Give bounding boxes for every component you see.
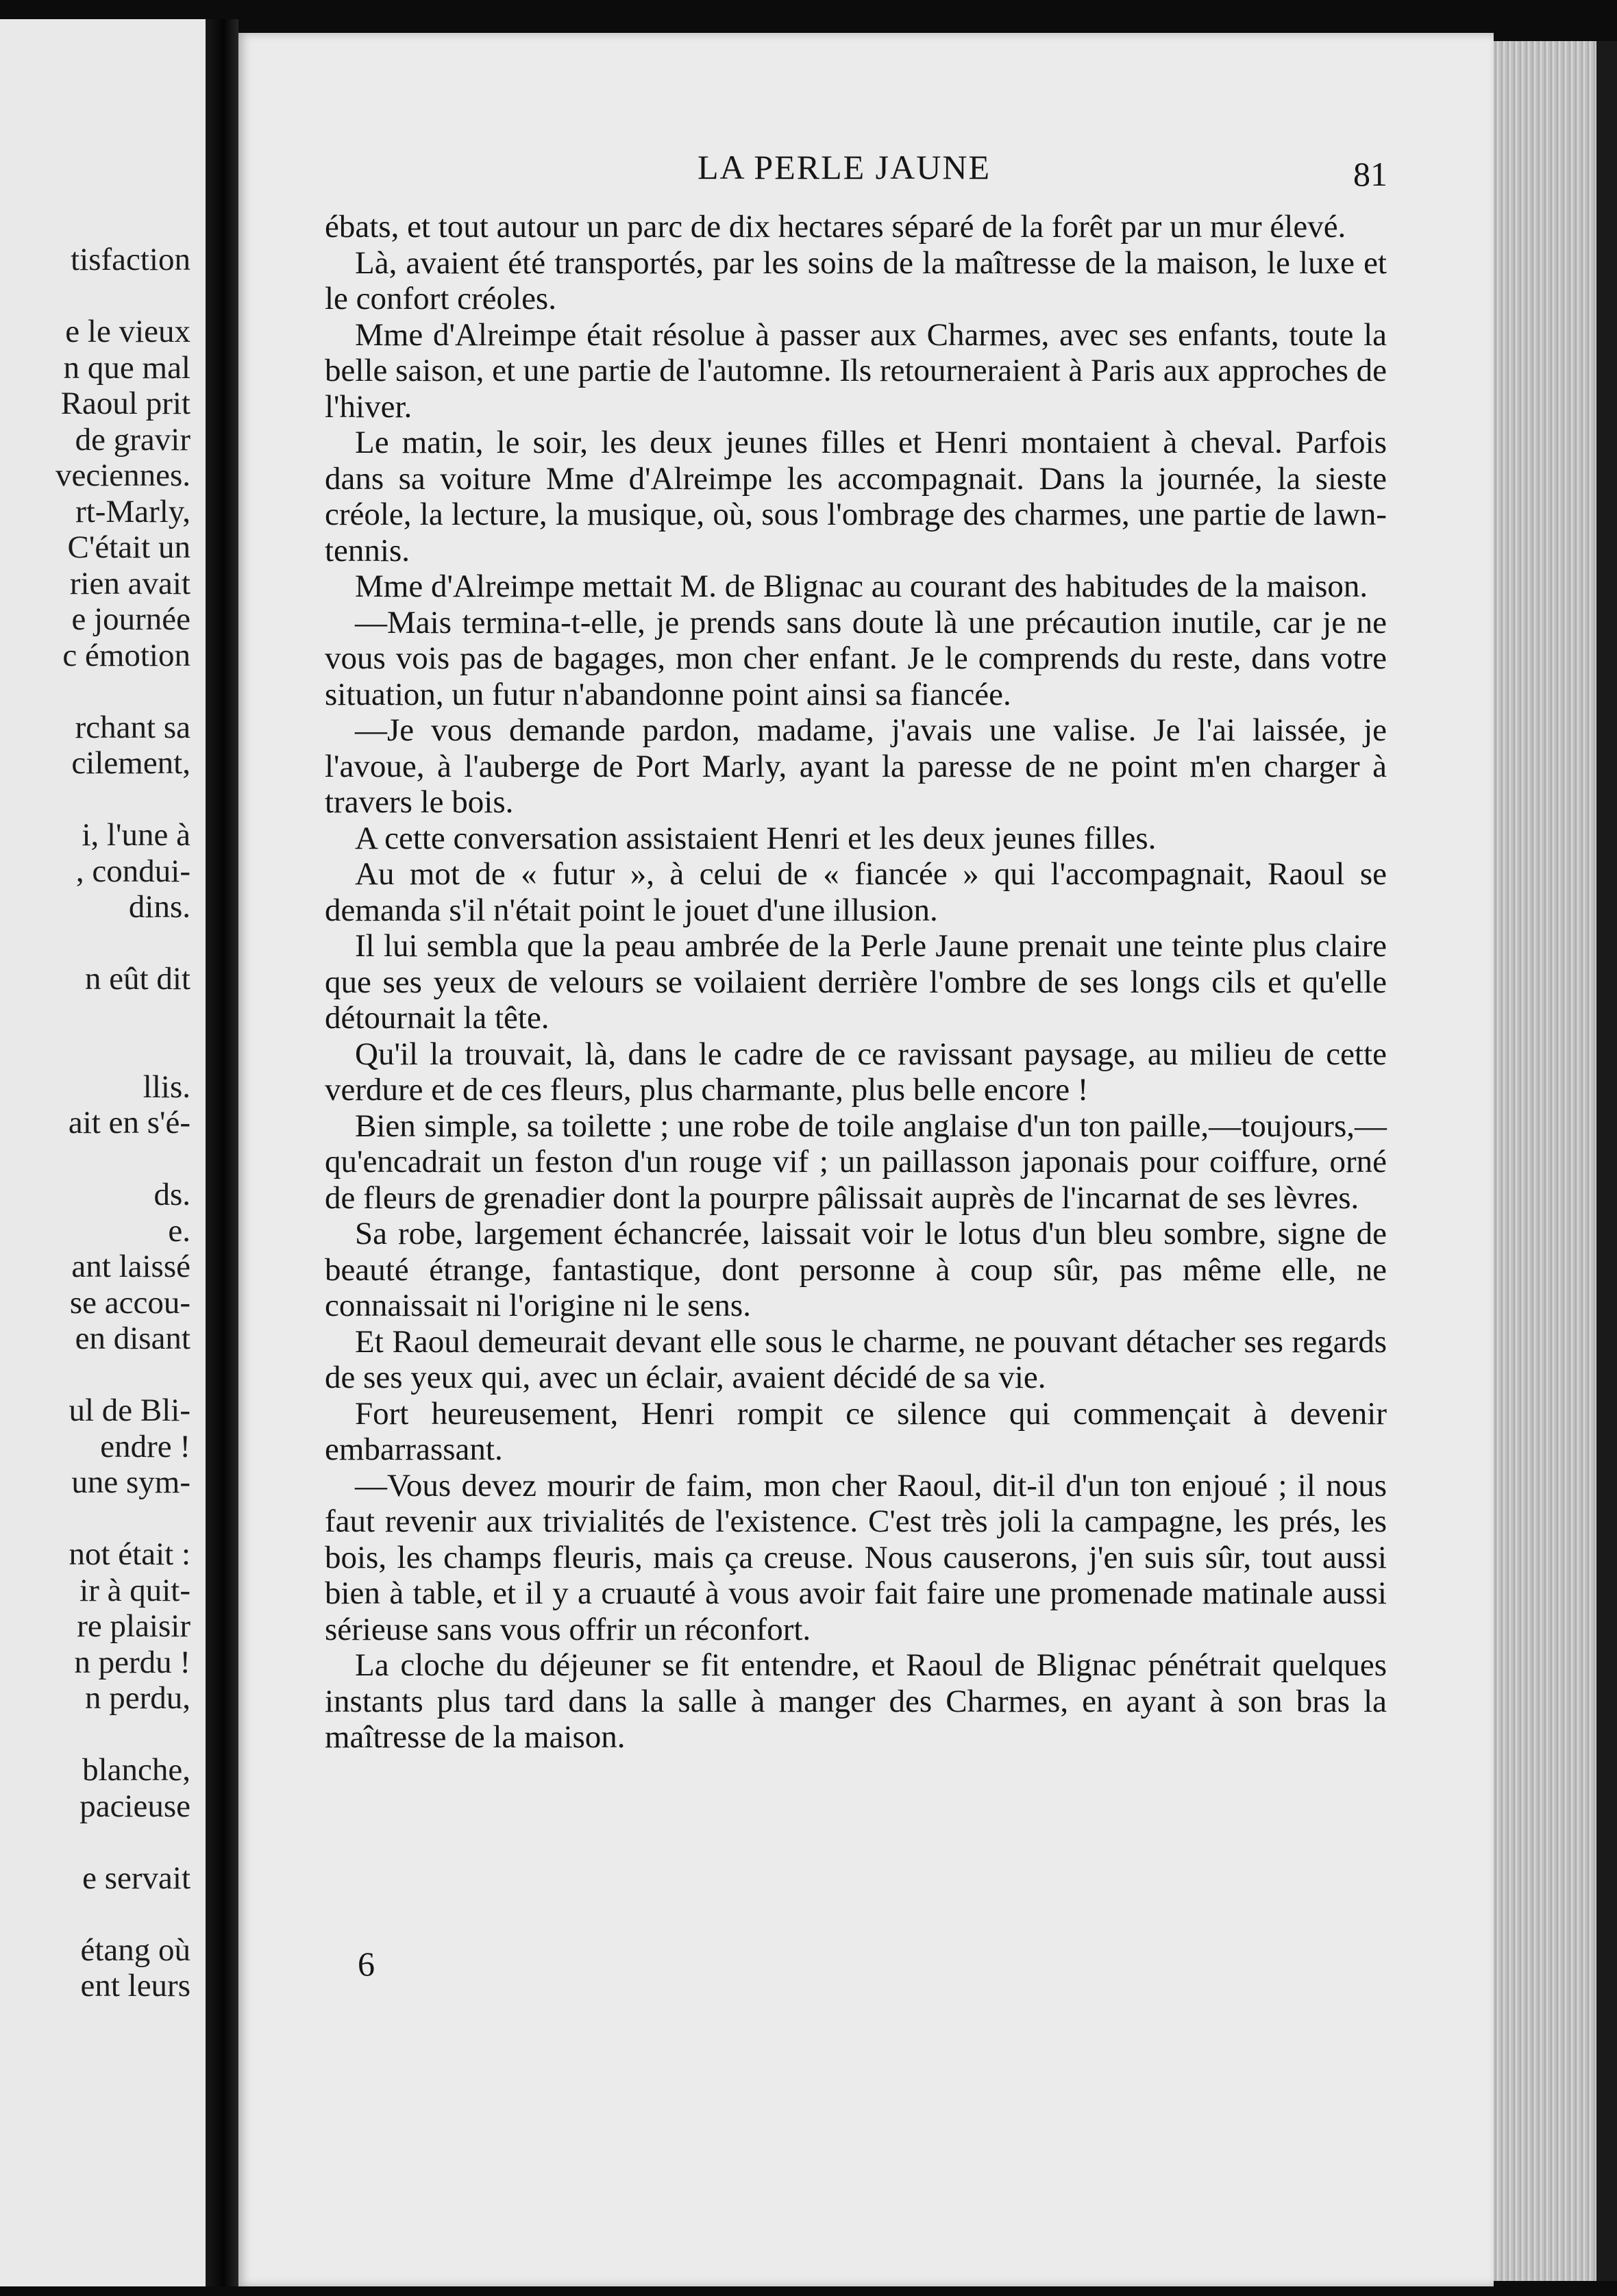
facing-page-line: [0, 1501, 190, 1537]
facing-page-line: dins.: [128, 889, 190, 925]
facing-page-line: [0, 782, 190, 818]
running-title: LA PERLE JAUNE: [698, 148, 991, 186]
facing-page-line: se accou-: [69, 1284, 190, 1321]
facing-page-text: [0, 242, 190, 2004]
facing-page-line: rien avait: [69, 565, 190, 601]
paragraph: Au mot de « futur », à celui de « fiancée » qui l'accompagnait, Raoul se demanda s'il n'était point le jouet d'une illusion.: [325, 856, 1387, 928]
facing-page-line: [0, 1717, 190, 1753]
facing-page-line: Raoul prit: [60, 386, 190, 421]
facing-page-line: en disant: [75, 1321, 190, 1356]
facing-page-line: ant laissé: [71, 1249, 190, 1284]
facing-page-line: [0, 673, 190, 710]
facing-page-line: e le vieux: [65, 314, 190, 349]
facing-page-line: rchant sa: [75, 709, 190, 745]
facing-page-line: not était :: [69, 1536, 190, 1572]
facing-page-line: endre !: [100, 1428, 190, 1464]
facing-page-line: [0, 278, 190, 314]
facing-page-line: [0, 1141, 190, 1177]
paragraph: ébats, et tout autour un parc de dix hectares séparé de la forêt par un mur élevé.: [325, 209, 1346, 245]
facing-page-line: ul de Bli-: [69, 1393, 190, 1428]
facing-page-line: c émotion: [62, 637, 190, 673]
facing-page-line: [0, 997, 190, 1034]
paragraph: Mme d'Alreimpe mettait M. de Blignac au courant des habitudes de la maison.: [355, 569, 1368, 604]
body-text: [325, 209, 1387, 1756]
facing-page-line: ir à quit-: [79, 1572, 190, 1608]
facing-page-line: C'était un: [67, 529, 190, 565]
facing-page-line: ds.: [153, 1177, 190, 1212]
facing-page-line: une sym-: [71, 1464, 190, 1500]
paragraph: Le matin, le soir, les deux jeunes filles et Henri montaient à cheval. Parfois dans sa voiture Mme d'Alreimpe les accompagnait. Dans la journée, la sieste créole, la lecture, la musique, où, sous l'ombrage des charmes, une partie de lawn-tennis.: [325, 425, 1387, 569]
signature-mark: 6: [358, 1945, 375, 1983]
facing-page-line: e journée: [71, 601, 190, 637]
paragraph: Bien simple, sa toilette ; une robe de toile anglaise d'un ton paille,—toujours,—qu'encadrait un feston d'un rouge vif ; un paillasson japonais pour coiffure, orné de fleurs de grenadier dont la pourpre pâlissait auprès de l'incarnat de ses lèvres.: [325, 1108, 1387, 1216]
facing-page-line: i, l'une à: [82, 817, 190, 853]
paragraph: —Vous devez mourir de faim, mon cher Raoul, dit-il d'un ton enjoué ; il nous faut revenir aux trivialités de l'existence. C'est très joli la campagne, les prés, les bois, les champs fleuris, mais ça creuse. Nous causerons, j'en suis sûr, tout aussi bien à table, et il y a cruauté à vous avoir fait faire une promenade matinale aussi sérieuse sans vous offrir un réconfort.: [325, 1467, 1387, 1647]
facing-page-line: , condui-: [75, 853, 190, 889]
facing-page-line: cilement,: [71, 745, 190, 781]
page-edges-shadow: [1596, 41, 1617, 2281]
paragraph: Là, avaient été transportés, par les soins de la maîtresse de la maison, le luxe et le confort créoles.: [325, 245, 1387, 316]
paragraph: Mme d'Alreimpe était résolue à passer aux Charmes, avec ses enfants, toute la belle saison, et une partie de l'automne. Ils retourneraient à Paris aux approches de l'hiver.: [325, 316, 1387, 425]
paragraph: La cloche du déjeuner se fit entendre, et Raoul de Blignac pénétrait quelques instants plus tard dans la salle à manger des Charmes, en ayant à son bras la maîtresse de la maison.: [325, 1647, 1387, 1755]
facing-page-line: n que mal: [63, 349, 190, 386]
page-number: 81: [1353, 155, 1387, 193]
facing-page-line: blanche,: [82, 1752, 190, 1788]
facing-page-line: e servait: [82, 1860, 190, 1896]
facing-page-line: tisfaction: [71, 242, 190, 277]
paragraph: Et Raoul demeurait devant elle sous le charme, ne pouvant détacher ses regards de ses yeux qui, avec un éclair, avaient décidé de sa vie.: [325, 1323, 1387, 1395]
paragraph: Fort heureusement, Henri rompit ce silence qui commençait à devenir embarrassant.: [325, 1395, 1387, 1467]
page-edges: [1494, 41, 1596, 2281]
paragraph: Il lui sembla que la peau ambrée de la Perle Jaune prenait une teinte plus claire que ses yeux de velours se voilaient derrière l'ombre de ses longs cils et qu'elle détournait la tête.: [325, 928, 1387, 1036]
paragraph: —Mais termina-t-elle, je prends sans doute là une précaution inutile, car je ne vous vois pas de bagages, mon cher enfant. Je le comprends du reste, dans votre situation, un futur n'abandonne point ainsi sa fiancée.: [325, 604, 1387, 712]
facing-page-line: n perdu,: [84, 1680, 190, 1716]
facing-page-line: [0, 1033, 190, 1069]
paragraph: A cette conversation assistaient Henri et les deux jeunes filles.: [355, 820, 1157, 856]
facing-page: [0, 19, 208, 2286]
facing-page-line: [0, 925, 190, 962]
book-gutter: [206, 19, 238, 2286]
facing-page-line: [0, 1896, 190, 1932]
paragraph: Sa robe, largement échancrée, laissait voir le lotus d'un bleu sombre, signe de beauté étrange, fantastique, dont personne à coup sûr, pas même elle, ne connaissait ni l'origine ni le sens.: [325, 1216, 1387, 1323]
paragraph: Qu'il la trouvait, là, dans le cadre de ce ravissant paysage, au milieu de cette verdure et de ces fleurs, plus charmante, plus belle encore !: [325, 1036, 1387, 1108]
facing-page-line: pacieuse: [79, 1788, 190, 1824]
facing-page-line: llis.: [143, 1069, 190, 1105]
facing-page-line: e.: [168, 1212, 190, 1249]
facing-page-line: rt-Marly,: [75, 493, 190, 529]
facing-page-line: étang où: [80, 1932, 190, 1968]
facing-page-line: [0, 1357, 190, 1393]
facing-page-line: n perdu !: [74, 1644, 190, 1680]
paragraph: —Je vous demande pardon, madame, j'avais une valise. Je l'ai laissée, je l'avoue, à l'auberge de Port Marly, ayant la paresse de ne point m'en charger à travers le bois.: [325, 712, 1387, 820]
facing-page-line: re plaisir: [77, 1608, 190, 1644]
facing-page-line: [0, 1824, 190, 1860]
facing-page-line: de gravir: [75, 421, 190, 458]
facing-page-line: ait en s'é-: [68, 1105, 190, 1140]
facing-page-line: ent leurs: [80, 1968, 190, 2004]
facing-page-line: veciennes.: [55, 458, 190, 493]
facing-page-line: n eût dit: [84, 961, 190, 997]
